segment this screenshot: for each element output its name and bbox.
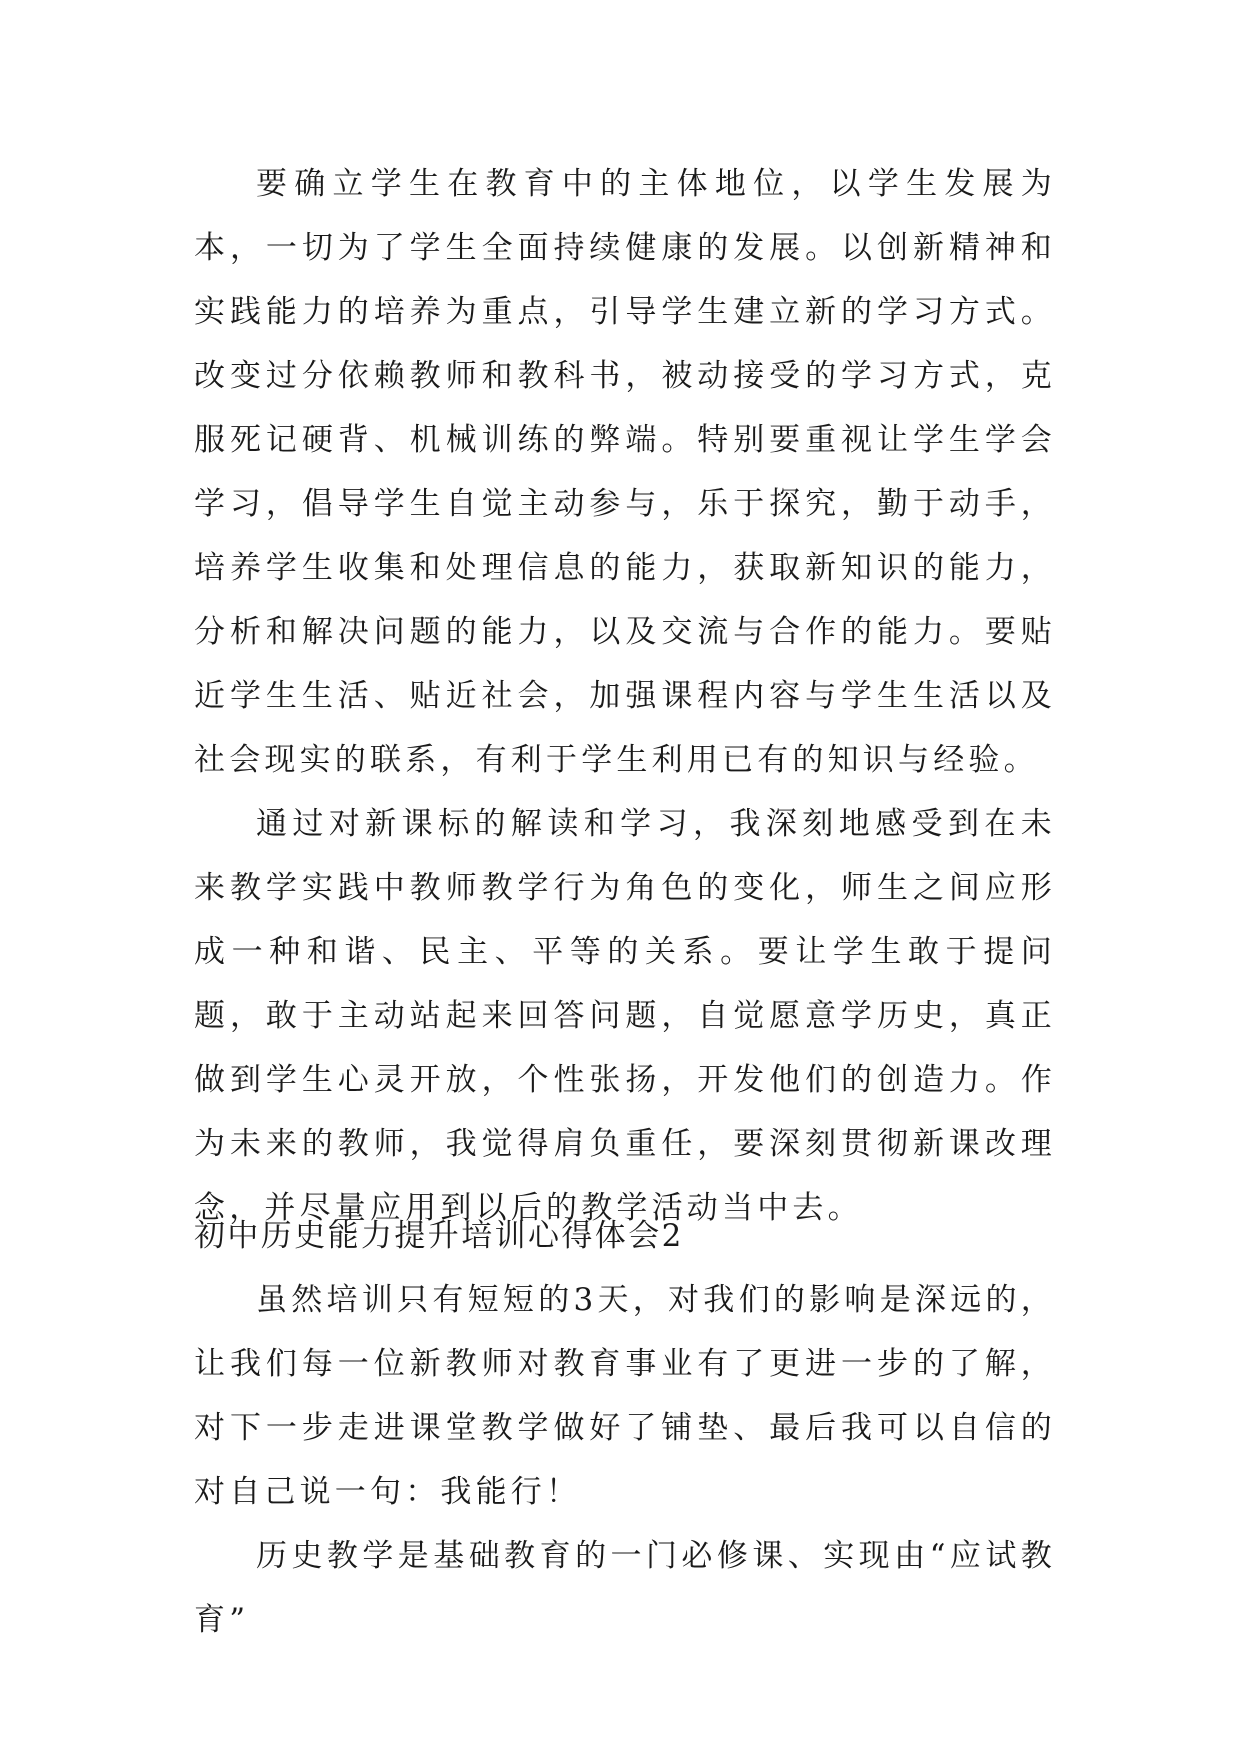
paragraph: 历史教学是基础教育的一门必修课、实现由“应试教育”: [194, 1538, 1056, 1638]
section-heading: 初中历史能力提升培训心得体会2: [194, 1218, 684, 1254]
paragraph: 要确立学生在教育中的主体地位，以学生发展为本，一切为了学生全面持续健康的发展。以创新精神和实践能力的培养为重点，引导学生建立新的学习方式。改变过分依赖教师和教科书，被动接受的学习方式，克服死记硬背、机械训练的弊端。特别要重视让学生学会学习，倡导学生自觉主动参与，乐于探究，勤于动手，培养学生收集和处理信息的能力，获取新知识的能力，分析和解决问题的能力，以及交流与合作的能力。要贴近学生生活、贴近社会，加强课程内容与学生生活以及社会现实的联系，有利于学生利用已有的知识与经验。: [194, 166, 1056, 778]
paragraph: 虽然培训只有短短的3天，对我们的影响是深远的，让我们每一位新教师对教育事业有了更进一步的了解，对下一步走进课堂教学做好了铺垫、最后我可以自信的对自己说一句：我能行！: [194, 1282, 1056, 1510]
top-paragraphs: [194, 152, 1056, 1240]
document-page: [194, 0, 1056, 1754]
bottom-section: [194, 1204, 1056, 1652]
paragraph: 通过对新课标的解读和学习，我深刻地感受到在未来教学实践中教师教学行为角色的变化，师生之间应形成一种和谐、民主、平等的关系。要让学生敢于提问题，敢于主动站起来回答问题，自觉愿意学历史，真正做到学生心灵开放，个性张扬，开发他们的创造力。作为未来的教师，我觉得肩负重任，要深刻贯彻新课改理念，并尽量应用到以后的教学活动当中去。: [194, 806, 1056, 1226]
